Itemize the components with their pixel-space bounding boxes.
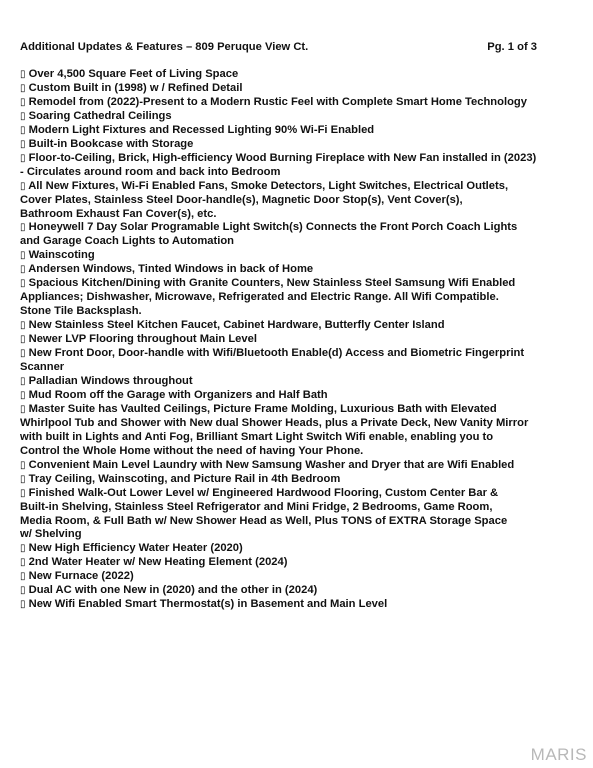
feature-item xyxy=(20,68,576,82)
feature-text: Wainscoting xyxy=(28,249,95,262)
feature-text: Remodel from (2022)-Present to a Modern Rustic Feel with Complete Smart Home Technology xyxy=(28,95,527,108)
bullet-box-icon: ▯ xyxy=(20,110,26,122)
feature-text: Mud Room off the Garage with Organizers and Half Bath xyxy=(28,388,328,401)
bullet-box-icon: ▯ xyxy=(20,152,26,164)
feature-text: Dual AC with one New in (2020) and the other in (2024) xyxy=(28,584,318,597)
bullet-box-icon: ▯ xyxy=(20,124,26,136)
page-number: Pg. 1 of 3 xyxy=(487,41,537,53)
bullet-box-icon: ▯ xyxy=(20,473,26,485)
bullet-box-icon: ▯ xyxy=(20,403,26,415)
bullet-box-icon: ▯ xyxy=(20,459,26,471)
feature-text: Andersen Windows, Tinted Windows in back of Home xyxy=(28,263,314,276)
feature-item xyxy=(20,542,576,556)
bullet-box-icon: ▯ xyxy=(20,320,26,332)
feature-item xyxy=(20,319,576,333)
bullet-box-icon: ▯ xyxy=(20,96,26,108)
feature-text: New High Efficiency Water Heater (2020) xyxy=(28,542,243,555)
feature-item xyxy=(20,598,576,612)
bullet-box-icon: ▯ xyxy=(20,82,26,94)
feature-text: Built-in Bookcase with Storage xyxy=(28,137,194,150)
feature-text: Soaring Cathedral Ceilings xyxy=(28,109,172,122)
feature-item xyxy=(20,347,576,375)
feature-text: Convenient Main Level Laundry with New Samsung Washer and Dryer that are Wifi Enabled xyxy=(28,458,515,471)
feature-text: Floor-to-Ceiling, Brick, High-efficiency Wood Burning Fireplace with New Fan installed in (2023) - Circulates around room and back into Bedroom xyxy=(20,151,537,178)
bullet-box-icon: ▯ xyxy=(20,557,26,569)
bullet-box-icon: ▯ xyxy=(20,334,26,346)
bullet-box-icon: ▯ xyxy=(20,389,26,401)
maris-watermark: MARIS xyxy=(530,745,587,764)
feature-text: Palladian Windows throughout xyxy=(28,374,193,387)
feature-item xyxy=(20,487,576,543)
bullet-box-icon: ▯ xyxy=(20,585,26,597)
feature-text: Master Suite has Vaulted Ceilings, Picture Frame Molding, Luxurious Bath with Elevated Whirlpool Tub and Shower with New dual Shower Heads, plus a Private Deck, New Vanity Mirror with built in Lights and Anti Fog, Brilliant Smart Light Switch Wifi enable, enabling you to Control the Whole Home without the need of having Your Phone. xyxy=(20,402,529,457)
feature-item xyxy=(20,249,576,263)
bullet-box-icon: ▯ xyxy=(20,180,26,192)
document-header xyxy=(20,38,540,56)
bullet-box-icon: ▯ xyxy=(20,375,26,387)
feature-text: New Furnace (2022) xyxy=(28,570,134,583)
feature-text: Over 4,500 Square Feet of Living Space xyxy=(28,68,239,80)
feature-item xyxy=(20,110,576,124)
feature-item xyxy=(20,138,576,152)
feature-text: New Stainless Steel Kitchen Faucet, Cabinet Hardware, Butterfly Center Island xyxy=(28,319,445,332)
feature-text: Honeywell 7 Day Solar Programable Light Switch(s) Connects the Front Porch Coach Lights and Garage Coach Lights to Automation xyxy=(20,221,518,248)
feature-item xyxy=(20,277,576,319)
feature-text: Finished Walk-Out Lower Level w/ Engineered Hardwood Flooring, Custom Center Bar & Built-in Shelving, Stainless Steel Refrigerator and Mini Fridge, 2 Bedrooms, Game Room, Media Room, & Full Bath w/ New Shower Head as Well, Plus TONS of EXTRA Storage Space w/ Shelving xyxy=(20,486,508,541)
feature-text: 2nd Water Heater w/ New Heating Element (2024) xyxy=(28,556,288,569)
feature-item xyxy=(20,124,576,138)
bullet-box-icon: ▯ xyxy=(20,487,26,499)
bullet-box-icon: ▯ xyxy=(20,222,26,234)
document-title: Additional Updates & Features – 809 Peruque View Ct. xyxy=(20,41,309,53)
feature-item xyxy=(20,389,576,403)
feature-item xyxy=(20,82,576,96)
feature-item xyxy=(20,556,576,570)
feature-item xyxy=(20,459,576,473)
bullet-box-icon: ▯ xyxy=(20,138,26,150)
feature-item xyxy=(20,263,576,277)
bullet-box-icon: ▯ xyxy=(20,264,26,276)
feature-text: Custom Built in (1998) w / Refined Detail xyxy=(28,81,243,94)
bullet-box-icon: ▯ xyxy=(20,278,26,290)
feature-text: Tray Ceiling, Wainscoting, and Picture Rail in 4th Bedroom xyxy=(28,472,341,485)
feature-item xyxy=(20,403,576,459)
feature-text: New Wifi Enabled Smart Thermostat(s) in Basement and Main Level xyxy=(28,598,388,611)
bullet-box-icon: ▯ xyxy=(20,599,26,611)
feature-item xyxy=(20,584,576,598)
feature-item xyxy=(20,96,576,110)
feature-item xyxy=(20,375,576,389)
feature-item xyxy=(20,180,576,222)
feature-text: New Front Door, Door-handle with Wifi/Bluetooth Enable(d) Access and Biometric Fingerprint Scanner xyxy=(20,347,525,374)
feature-text: All New Fixtures, Wi-Fi Enabled Fans, Smoke Detectors, Light Switches, Electrical Outlets, Cover Plates, Stainless Steel Door-handle(s), Magnetic Door Stop(s), Vent Cover(s), Bathroom Exhaust Fan Cover(s), etc. xyxy=(20,179,509,220)
feature-item xyxy=(20,473,576,487)
feature-item xyxy=(20,152,576,180)
feature-item xyxy=(20,570,576,584)
feature-list xyxy=(20,68,576,612)
bullet-box-icon: ▯ xyxy=(20,543,26,555)
feature-text: Newer LVP Flooring throughout Main Level xyxy=(28,333,257,346)
bullet-box-icon: ▯ xyxy=(20,69,26,80)
bullet-box-icon: ▯ xyxy=(20,571,26,583)
feature-text: Modern Light Fixtures and Recessed Lighting 90% Wi-Fi Enabled xyxy=(28,123,375,136)
feature-item xyxy=(20,333,576,347)
feature-text: Spacious Kitchen/Dining with Granite Counters, New Stainless Steel Samsung Wifi Enabled Appliances; Dishwasher, Microwave, Refrigerated and Electric Range. All Wifi Compatible. Stone Tile Backsplash. xyxy=(20,277,516,318)
bullet-box-icon: ▯ xyxy=(20,250,26,262)
feature-item xyxy=(20,221,576,249)
bullet-box-icon: ▯ xyxy=(20,348,26,360)
